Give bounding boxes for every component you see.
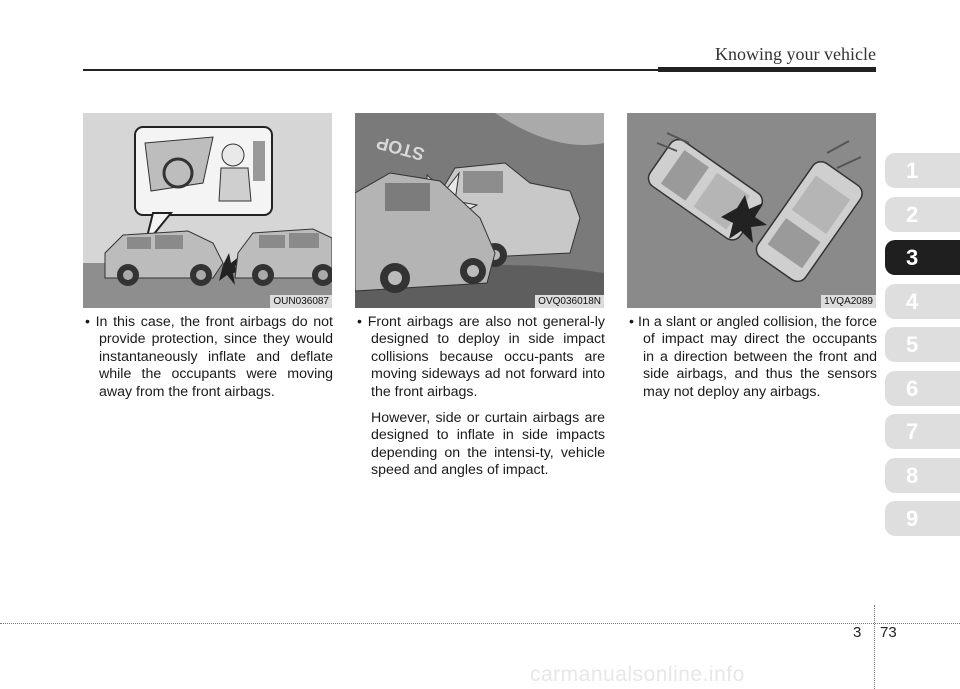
collision-illustration-2 bbox=[355, 113, 604, 308]
chapter-tab-6[interactable]: 6 bbox=[885, 371, 960, 406]
body-paragraph: However, side or curtain airbags are designed to inflate in side impacts depending on the intensi-ty, vehicle speed and angles of impact. bbox=[371, 410, 605, 479]
footer-rule bbox=[0, 623, 960, 624]
header-rule-accent bbox=[658, 67, 876, 72]
bullet-paragraph: • Front airbags are also not general-ly designed to deploy in side impact collisions because occu-pants are moving sideways ad not forward into the front airbags. bbox=[357, 314, 605, 400]
column-3-text bbox=[627, 314, 877, 401]
figure-angled-collision bbox=[627, 113, 876, 308]
footer-chapter-number: 3 bbox=[853, 624, 862, 641]
bullet-paragraph: • In a slant or angled collision, the force of impact may direct the occupants in a direction between the front and side airbags, and thus the sensors may not deploy any airbags. bbox=[629, 314, 877, 400]
figure-code: OVQ036018N bbox=[535, 295, 604, 308]
chapter-tab-8[interactable]: 8 bbox=[885, 458, 960, 493]
bullet-paragraph: • In this case, the front airbags do not provide protection, since they would instantaneously inflate and deflate while the occupants were moving away from the front airbags. bbox=[85, 314, 333, 400]
collision-illustration-1 bbox=[83, 113, 332, 308]
chapter-tab-4[interactable]: 4 bbox=[885, 284, 960, 319]
chapter-tab-1[interactable]: 1 bbox=[885, 153, 960, 188]
chapter-tabs bbox=[885, 153, 960, 545]
watermark-text: carmanualsonline.info bbox=[530, 663, 745, 686]
chapter-tab-3[interactable]: 3 bbox=[885, 240, 960, 275]
svg-text:STOP: STOP bbox=[374, 132, 427, 165]
column-1-text bbox=[83, 314, 333, 401]
figure-frontal-collision bbox=[83, 113, 332, 308]
chapter-tab-9[interactable]: 9 bbox=[885, 501, 960, 536]
section-title: Knowing your vehicle bbox=[715, 44, 876, 64]
footer-divider bbox=[874, 605, 875, 689]
collision-illustration-3 bbox=[627, 113, 876, 308]
figure-code: 1VQA2089 bbox=[821, 295, 876, 308]
figure-side-collision bbox=[355, 113, 604, 308]
chapter-tab-5[interactable]: 5 bbox=[885, 327, 960, 362]
column-2-text bbox=[355, 314, 605, 480]
chapter-tab-7[interactable]: 7 bbox=[885, 414, 960, 449]
chapter-tab-2[interactable]: 2 bbox=[885, 197, 960, 232]
figure-code: OUN036087 bbox=[270, 295, 332, 308]
footer-page-number: 73 bbox=[880, 624, 897, 641]
